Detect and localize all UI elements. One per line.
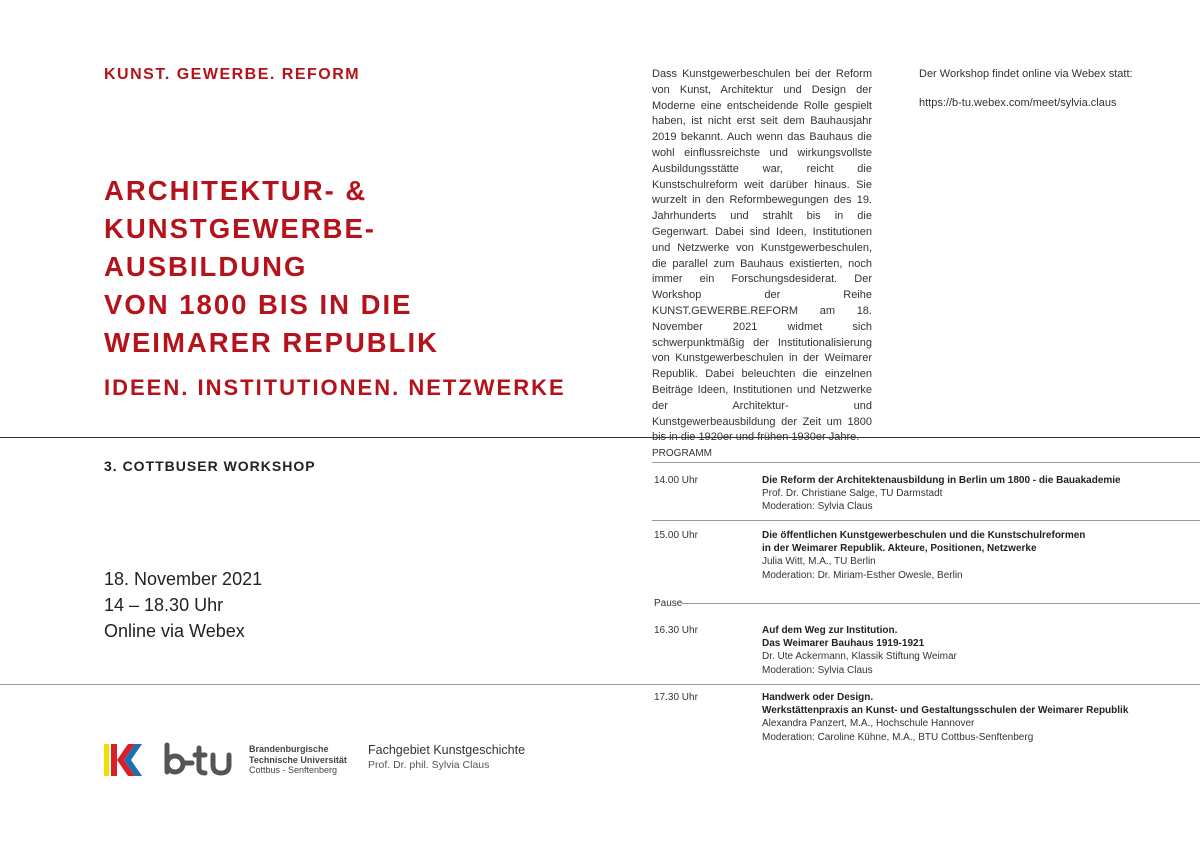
webex-link[interactable]: https://b-tu.webex.com/meet/sylvia.claus (919, 96, 1117, 109)
slot-title: Die Reform der Architektenausbildung in Berlin um 1800 - die Bauakademie (762, 475, 1121, 486)
slot-moderation: Moderation: Sylvia Claus (762, 501, 873, 513)
slot-speaker: Dr. Ute Ackermann, Klassik Stiftung Weimar (762, 651, 957, 663)
btu-line: Brandenburgische (249, 744, 329, 754)
btu-name (249, 744, 347, 776)
chair-info (368, 743, 525, 771)
program-divider (652, 520, 1200, 521)
slot-time: 15.00 Uhr (654, 530, 698, 541)
intro-text: Dass Kunstgewerbeschulen bei der Reform von Kunst, Architektur und Design der Moderne eine entscheidende Rolle gespielt haben, ist nicht erst seit dem Bauhausjahr 2019 bekannt. Auch wenn das Bauhaus die wohl einflussreichste und wirkungsvollste Ausbildungsstätte war, reicht die Kunstschulreform weit darüber hinaus. Sie wurzelt in den Reformbewegungen des 19. Jahrhunderts und strahlt bis in die Gegenwart. Dabei sind Ideen, Institutionen und Netzwerke von Kunstgewerbeschulen, die parallel zum Bauhaus existierten, noch immer ein Forschungsdesiderat. Der Workshop der Reihe KUNST.GEWERBE.REFORM am 18. November 2021 widmet sich schwerpunktmäßig der Institutionalisierung von Kunstgewerbeschulen in der Weimarer Republik. Dabei beleuchten die einzelnen Beiträge Ideen, Institutionen und Netzwerke der Architektur- und Kunstgewerbeausbildung der Zeit um 1800 bis in die 1920er und frühen 1930er Jahre. (652, 68, 872, 444)
program-label: PROGRAMM (652, 448, 712, 459)
slot-title: Handwerk oder Design. (762, 692, 874, 703)
event-time: 14 – 18.30 Uhr (104, 595, 224, 615)
slot-title: Auf dem Weg zur Institution. (762, 625, 898, 636)
slot-title: Die öffentlichen Kunstgewerbeschulen und die Kunstschulreformen (762, 530, 1086, 541)
event-venue: Online via Webex (104, 621, 245, 641)
program-slot (762, 691, 1182, 744)
pause-divider (682, 603, 1200, 604)
online-note: Der Workshop findet online via Webex statt: (919, 68, 1133, 80)
workshop-label: 3. COTTBUSER WORKSHOP (104, 458, 316, 474)
kk-logo-mark (104, 744, 144, 776)
title-line: ARCHITEKTUR- & (104, 175, 368, 206)
chair-person: Prof. Dr. phil. Sylvia Claus (368, 759, 490, 771)
slot-speaker: Prof. Dr. Christiane Salge, TU Darmstadt (762, 488, 943, 500)
title-line: AUSBILDUNG (104, 251, 308, 282)
slot-time: 17.30 Uhr (654, 692, 698, 703)
slot-title: in der Weimarer Republik. Akteure, Positionen, Netzwerke (762, 543, 1037, 555)
subtitle: IDEEN. INSTITUTIONEN. NETZWERKE (104, 375, 566, 400)
btu-line: Technische Universität (249, 754, 347, 765)
title-line: WEIMARER REPUBLIK (104, 327, 439, 358)
slot-title: Werkstättenpraxis an Kunst- und Gestaltungsschulen der Weimarer Republik (762, 705, 1129, 717)
event-date: 18. November 2021 (104, 569, 263, 589)
online-info (919, 67, 1133, 112)
btu-line: Cottbus - Senftenberg (249, 765, 338, 776)
slot-speaker: Julia Witt, M.A., TU Berlin (762, 556, 876, 568)
program-divider (652, 462, 1200, 463)
slot-title: Das Weimarer Bauhaus 1919-1921 (762, 638, 925, 650)
footer-divider (0, 684, 1200, 685)
program-slot (762, 624, 1182, 677)
chair-name: Fachgebiet Kunstgeschichte (368, 743, 526, 757)
title-line: VON 1800 BIS IN DIE (104, 289, 413, 320)
title-line: KUNSTGEWERBE- (104, 213, 376, 244)
btu-logo-mark (163, 742, 243, 776)
pause-label: Pause (654, 598, 683, 609)
series-title: KUNST. GEWERBE. REFORM (104, 66, 361, 83)
slot-moderation: Moderation: Sylvia Claus (762, 664, 873, 676)
program-slot (762, 474, 1182, 514)
section-divider (0, 437, 1200, 438)
event-details (104, 566, 262, 644)
slot-moderation: Moderation: Dr. Miriam-Esther Owesle, Berlin (762, 569, 963, 581)
slot-speaker: Alexandra Panzert, M.A., Hochschule Hannover (762, 718, 975, 730)
main-title (104, 172, 439, 362)
slot-time: 16.30 Uhr (654, 625, 698, 636)
slot-time: 14.00 Uhr (654, 475, 698, 486)
btu-logo (163, 742, 243, 781)
program-slot (762, 529, 1182, 582)
kk-logo (104, 744, 144, 781)
slot-moderation: Moderation: Caroline Kühne, M.A., BTU Cottbus-Senftenberg (762, 731, 1034, 743)
